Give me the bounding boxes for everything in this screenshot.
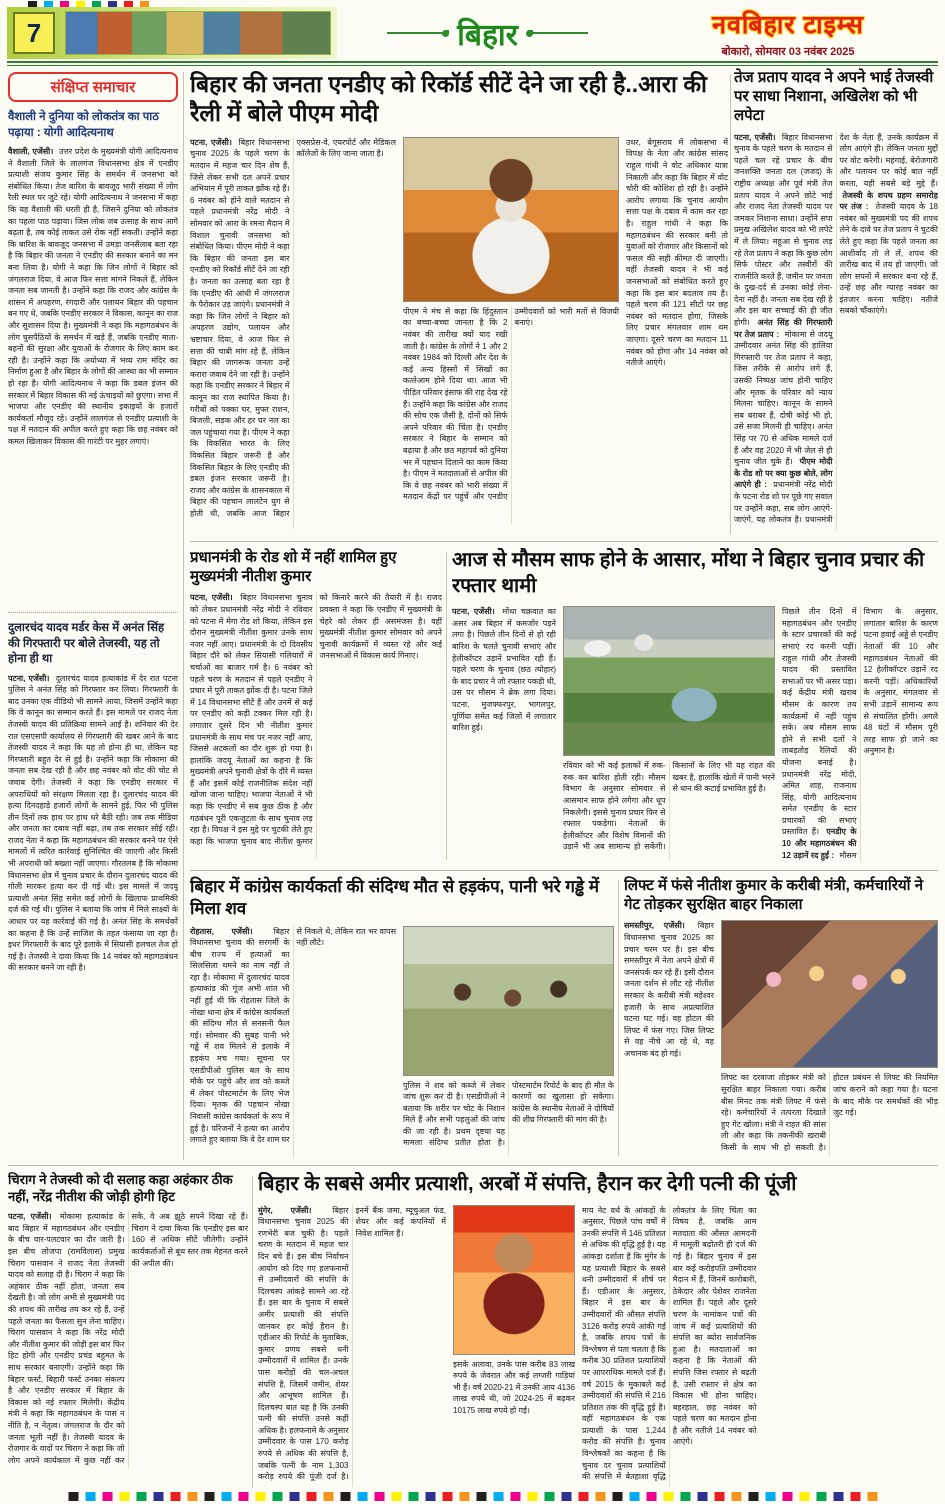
roadshow-story: [190, 548, 442, 866]
weather-subhead-flights: एनडीए के 10 और महागठबंधन की 12 उड़ानें रद हुईं :: [782, 827, 857, 860]
band1-divider: [190, 541, 938, 542]
chirag-byline: पटना, एजेंसी।: [8, 1212, 52, 1222]
richest-byline: मुंगेर, एजेंसी।: [258, 1205, 312, 1215]
tej-pratap-text-3: प्रधानमंत्री नरेंद्र मोदी के पटना रोड शो पर पूछे गए सवाल पर उन्होंने कहा, सब लोग आएंगे-जाएंगे, यह लोकतंत्र है। प्रधानमंत्री देश के नेता हैं, उनके कार्यक्रम में लोग आएंगे ही। लेकिन जनता मुद्दों पर वोट करेगी। महंगाई, बेरोजगारी और पलायन पर कोई बात नहीं करता, यही सबसे बड़े मुद्दे हैं।: [734, 132, 938, 525]
lead-photo-block: [403, 137, 619, 529]
flourish-right-icon: [528, 32, 588, 34]
brief-story2-byline: पटना, एजेंसी।: [8, 673, 50, 683]
lift-byline: समस्तीपुर, एजेंसी।: [624, 921, 685, 931]
roadshow-text: बिहार विधानसभा चुनाव को लेकर प्रधानमंत्री नरेंद्र मोदी ने रविवार को पटना में मेगा रोड शो किया, लेकिन इस दौरान मुख्यमंत्री नीतीश कुमार उनके साथ नजर नहीं आए। प्रधानमंत्री के दो दिवसीय बिहार दौरे को लेकर सियासी गलियारों में चर्चाओं का बाजार गर्म है। 6 नवंबर को पहले चरण के मतदान से पहले एनडीए ने प्रचार में पूरी ताकत झोंक दी है। पटना जिले में 14 विधानसभा सीटें हैं और उनमें से कई पर एनडीए को कड़ी टक्कर मिल रही है। लगातार दूसरे दिन भी नीतीश कुमार प्रधानमंत्री के साथ मंच पर नजर नहीं आए, जिससे अटकलों का दौर शुरू हो गया है। हालांकि जदयू नेताओं का कहना है कि मुख्यमंत्री अपने चुनावी क्षेत्रों के दौरे में व्यस्त हैं और इसमें कोई राजनीतिक संदेश नहीं खोजा जाना चाहिए। भाजपा नेताओं ने भी कहा कि एनडीए में सब कुछ ठीक है और गठबंधन पूरी एकजुटता के साथ चुनाव लड़ रहा है। विपक्ष ने इस मुद्दे पर चुटकी लेते हुए कहा कि भाजपा चुनाव बाद नीतीश कुमार को किनारे करने की तैयारी में है। राजद प्रवक्ता ने कहा कि एनडीए में मुख्यमंत्री के चेहरे को लेकर ही असमंजस है। वहीं मुख्यमंत्री नीतीश कुमार सोमवार को अपने चुनावी कार्यक्रमों में व्यस्त रहे और कई जनसभाओं में विकास कार्य गिनाए।: [190, 593, 442, 846]
minister-lift-rescue-photo: [721, 920, 938, 1068]
tej-pratap-text-1: बिहार विधानसभा चुनाव के पहले चरण के मतदान से पहले चल रहे प्रचार के बीच जनशक्ति जनता दल (जजद) के राष्ट्रीय अध्यक्ष और पूर्व मंत्री तेज प्रताप यादव ने अपने छोटे भाई और राजद नेता तेजस्वी यादव पर जमकर निशाना साधा। उन्होंने सपा प्रमुख अखिलेश यादव को भी लपेटे में ले लिया। महुआ से चुनाव लड़ रहे तेज प्रताप ने कहा कि कुछ लोग सिर्फ पोस्टर और तस्वीरों की राजनीति करते हैं, जमीन पर जनता के दुख-दर्द से उनका कोई लेना-देना नहीं है। जनता सब देख रही है और इस बार सच्चाई की ही जीत होगी।: [734, 132, 833, 328]
lead-headline: बिहार की जनता एनडीए को रिकॉर्ड सीटें देने जा रही है..आरा की रैली में बोले पीएम मोदी: [190, 71, 708, 127]
lead-body-left-columns: [190, 137, 396, 529]
lift-body-mid-columns: [721, 1072, 938, 1156]
weather-story: [452, 548, 938, 866]
congress-byline: रोहतास, एजेंसी।: [190, 926, 253, 936]
header-section-block: [337, 13, 638, 54]
lift-text-2: लिफ्ट का दरवाजा तोड़कर मंत्री को सुरक्षित बाहर निकाला गया। करीब बीस मिनट तक मंत्री लिफ्ट में फंसे रहे। कर्मचारियों ने तत्परता दिखाते हुए गेट खोला। मंत्री ने राहत की सांस ली और कहा कि तकनीकी खराबी किसी के साथ भी हो सकती है। होटल प्रबंधन से लिफ्ट की नियमित जांच कराने को कहा गया है। घटना के बाद मौके पर समर्थकों की भीड़ जुट गई।: [721, 1073, 938, 1152]
sidebar-column-rule: [183, 72, 184, 1160]
congress-text-2: पुलिस ने शव को कब्जे में लेकर जांच शुरू कर दी है। एसडीपीओ ने बताया कि शरीर पर चोट के निशान मिले हैं और सभी पहलुओं की जांच की जा रही है। प्रथम दृष्टया यह मामला संदिग्ध प्रतीत होता है। पोस्टमार्टम रिपोर्ट के बाद ही मौत के कारणों का खुलासा हो सकेगा। कांग्रेस के स्थानीय नेताओं ने दोषियों की शीघ्र गिरफ्तारी की मांग की है।: [403, 1080, 614, 1148]
weather-body-mid-columns: [563, 760, 775, 860]
chirag-text: मोकामा हत्याकांड के बाद बिहार में महागठबंधन और एनडीए के बीच वार-पलटवार का दौर जारी है। इस बीच लोजपा (रामविलास) प्रमुख चिराग पासवान ने राजद नेता तेजस्वी यादव को सलाह दी है। चिराग ने कहा कि अहंकार ठीक नहीं होता, जनता सब देखती है। जो लोग अभी से मुख्यमंत्री पद की शपथ की तारीख तय कर रहे हैं, उन्हें पहले जनता का फैसला सुन लेना चाहिए। चिराग पासवान ने कहा कि नरेंद्र मोदी और नीतीश कुमार की जोड़ी इस बार फिर हिट होगी और एनडीए प्रचंड बहुमत के साथ सरकार बनाएगी। उन्होंने कहा कि बिहार फर्स्ट, बिहारी फर्स्ट उनका संकल्प है और एनडीए सरकार में बिहार के विकास को नई रफ्तार मिलेगी। केंद्रीय मंत्री ने कहा कि महागठबंधन के पास न नीति है, न नेतृत्व। जंगलराज के दौर को जनता भूली नहीं है। तेजस्वी यादव के रोजगार के वादों पर चिराग ने कहा कि जो लोग अपने कार्यकाल में कुछ नहीं कर सके, वे अब झूठे सपने दिखा रहे हैं। चिराग ने दावा किया कि एनडीए इस बार 160 से अधिक सीटें जीतेगी। उन्होंने कार्यकर्ताओं से बूथ स्तर तक मेहनत करने की अपील की।: [8, 1212, 248, 1465]
weather-text-3: पिछले तीन दिनों में महागठबंधन और एनडीए के स्टार प्रचारकों की कई सभाएं रद करनी पड़ीं। राहुल गांधी और तेजस्वी यादव की प्रस्तावित सभाओं पर भी असर पड़ा। कई केंद्रीय मंत्री खराब मौसम के कारण तय कार्यक्रमों में नहीं पहुंच सके। अब मौसम साफ होने से सभी दलों ने ताबड़तोड़ रैलियों की योजना बनाई है। प्रधानमंत्री नरेंद्र मोदी, अमित शाह, राजनाथ सिंह, योगी आदित्यनाथ समेत एनडीए के स्टार प्रचारकों की सभाएं प्रस्तावित हैं।: [782, 607, 857, 837]
band2-divider: [190, 870, 938, 871]
brief-story1-body: [8, 146, 178, 604]
weather-text-4: मौसम विभाग के अनुसार, लगातार बारिश के कारण पटना हवाई अड्डे से एनडीए नेताओं की 10 और महागठबंधन नेताओं की 12 हेलीकॉप्टर उड़ानें रद करनी पड़ीं। अधिकारियों के अनुसार, मंगलवार से सभी उड़ानें सामान्य रूप से संचालित होंगी। अगले 48 घंटों में मौसम पूरी तरह साफ हो जाने का अनुमान है।: [839, 607, 938, 860]
tej-pratap-subhead-3: तेजस्वी के शपथ ग्रहण समारोह पर तंज :: [839, 190, 938, 212]
weather-byline: पटना, एजेंसी।: [452, 607, 495, 617]
richest-body-mid-column: [453, 1359, 575, 1485]
tej-pratap-body: [734, 132, 938, 530]
lift-rescue-story: [624, 876, 938, 1162]
header-left-panel: [7, 7, 337, 59]
richest-text-3: माय नेट वर्थ के आंकड़ों के अनुसार, पिछले पांच वर्षों में उनकी संपत्ति में 146 प्रतिशत से अधिक की वृद्धि हुई है। यह आंकड़ा दर्शाता है कि मुंगेर के यह प्रत्याशी बिहार के सबसे धनी उम्मीदवारों में शीर्ष पर हैं। एडीआर के अनुसार, बिहार में इस बार के उम्मीदवारों की औसत संपत्ति 3126 करोड़ रुपये आंकी गई है, जबकि शपथ पत्रों के विश्लेषण से पता चलता है कि करीब 30 प्रतिशत प्रत्याशियों पर आपराधिक मामले दर्ज हैं। वर्ष 2015 के मुकाबले कई उम्मीदवारों की संपत्ति में 216 प्रतिशत तक की वृद्धि हुई है। वहीं महागठबंधन के एक प्रत्याशी के पास 1,244 करोड़ की संपत्ति है। चुनाव विश्लेषकों का कहना है कि चुनाव दर चुनाव प्रत्याशियों की संपत्ति में बेतहाशा वृद्धि लोकतंत्र के लिए चिंता का विषय है, जबकि आम मतदाता की औसत आमदनी में मामूली बढ़ोतरी ही दर्ज की गई है। बिहार चुनाव में इस बार कई करोड़पति उम्मीदवार मैदान में हैं, जिनमें कारोबारी, ठेकेदार और पेशेवर राजनेता शामिल हैं। पहले और दूसरे चरण के नामांकन पत्रों की जांच में कई प्रत्याशियों की संपत्ति का ब्योरा सार्वजनिक हुआ है। मतदाताओं का कहना है कि नेताओं की संपत्ति जिस रफ्तार से बढ़ती है, उसी रफ्तार से क्षेत्र का विकास भी होना चाहिए। बहरहाल, छह नवंबर को पहले चरण का मतदान होना है और नतीजे 14 नवंबर को आएंगे।: [582, 1205, 757, 1482]
congress-body-left-columns: [190, 926, 396, 1158]
header-divider: [7, 61, 938, 66]
richest-text-1: बिहार विधानसभा चुनाव 2025 की रणभेरी बज चुकी है। पहले चरण के मतदान में महज चार दिन बचे हैं। इस बीच निर्वाचन आयोग को दिए गए हलफनामों से उम्मीदवारों की संपत्ति के दिलचस्प आंकड़े सामने आ रहे हैं। इस बार के चुनाव में सबसे अमीर प्रत्याशी की संपत्ति जानकर हर कोई हैरान है। एडीआर की रिपोर्ट के मुताबिक, कुमार प्रणय सबसे धनी उम्मीदवारों में शामिल हैं। उनके पास करोड़ों की चल-अचल संपत्ति है, जिसमें जमीन, शेयर और आभूषण शामिल हैं। दिलचस्प बात यह है कि उनकी पत्नी की संपत्ति उनसे कहीं अधिक है। हलफनामे के अनुसार उम्मीदवार के पास 170 करोड़ रुपये से अधिक की संपत्ति है, जबकि पत्नी के नाम 1,303 करोड़ रुपये की पूंजी दर्ज है। इनमें बैंक जमा, म्यूचुअल फंड, शेयर और कई कंपनियों में निवेश शामिल हैं।: [258, 1205, 446, 1482]
weather-text-1: मोंथा चक्रवात का असर अब बिहार में कमजोर पड़ने लगा है। पिछले तीन दिनों से हो रही बारिश के चलते चुनावी सभाएं और हेलीकॉप्टर उड़ानें प्रभावित रही हैं। पहले चरण के चुनाव (छठ त्योहार) के बाद प्रचार ने जो रफ्तार पकड़ी थी, उस पर मौसम ने ब्रेक लगा दिया। पटना, मुजफ्फरपुर, भागलपुर, पूर्णिया समेत कई जिलों में लगातार बारिश हुई।: [452, 607, 556, 733]
band3-divider: [8, 1165, 938, 1166]
congress-body: [190, 926, 614, 1158]
richest-text-2: इसके अलावा, उनके पास करीब 83 लाख रुपये के जेवरात और कई लग्जरी गाड़ियां भी हैं। वर्ष 2020-21 में उनकी आय 4136 लाख रुपये थी, जो 2024-25 में बढ़कर 10175 लाख रुपये हो गई।: [453, 1359, 575, 1415]
brief-story2-body: [8, 673, 178, 1125]
page-header: [7, 7, 938, 59]
chirag-headline: चिराग ने तेजस्वी को दी सलाह कहा अहंकार ठीक नहीं, नरेंद्र नीतीश की जोड़ी होगी हिट: [8, 1172, 233, 1204]
brief-news-sidebar: [8, 72, 178, 1162]
richest-candidate-photo: [453, 1205, 575, 1355]
tej-pratap-story: [734, 68, 938, 536]
tej-pratap-headline: तेज प्रताप यादव ने अपने भाई तेजस्वी पर साधा निशाना, अखिलेश को भी लपेटा: [734, 69, 934, 125]
brief-news-box-title: संक्षिप्त समाचार: [8, 72, 178, 102]
weather-photo-block: [563, 606, 775, 862]
lead-body-text-3: उधर, बेगूसराय में लोकसभा में विपक्ष के नेता और कांग्रेस सांसद राहुल गांधी ने वोट अधिकार यात्रा निकाली और कहा कि बिहार में वोट चोरी की कोशिश हो रही है। उन्होंने आरोप लगाया कि चुनाव आयोग सत्ता पक्ष के दबाव में काम कर रहा है। राहुल गांधी ने कहा कि महागठबंधन की सरकार बनी तो युवाओं को रोजगार और किसानों को फसल की सही कीमत दी जाएगी। वहीं तेजस्वी यादव ने भी कई जनसभाओं को संबोधित करते हुए कहा कि इस बार बदलाव तय है। पहले चरण की 121 सीटों पर छह नवंबर को मतदान होगा, जिसके लिए प्रचार मंगलवार शाम थम जाएगा। दूसरे चरण का मतदान 11 नवंबर को होगा और 14 नवंबर को नतीजे आएंगे।: [626, 137, 728, 368]
print-registration-marks-bottom: [68, 1492, 877, 1501]
chirag-body: [8, 1211, 248, 1469]
lift-headline: लिफ्ट में फंसे नीतीश कुमार के करीबी मंत्री, कर्मचारियों ने गेट तोड़कर सुरक्षित बाहर निकाला: [624, 877, 924, 914]
tej-pratap-text-2: मोकामा से जदयू उम्मीदवार अनंत सिंह की हालिया गिरफ्तारी पर तेज प्रताप ने कहा, जिस तरीके से आरोप लगे हैं, उसकी निष्पक्ष जांच होनी चाहिए और मृतक के परिवार को न्याय मिलना चाहिए। कानून के सामने सब बराबर हैं, दोषी कोई भी हो, उसे सजा मिलनी ही चाहिए। अनंत सिंह पर 70 से अधिक मामले दर्ज हैं और वह 2020 में भी जेल से ही चुनाव जीत चुके हैं।: [734, 329, 833, 467]
richest-body: [258, 1205, 938, 1487]
lift-body: [624, 920, 938, 1158]
tej-pratap-subhead-1: अनंत सिंह की गिरफ्तारी पर तेज प्रताप :: [734, 318, 833, 339]
brief-story2-text: दुलारचंद यादव हत्याकांड में देर रात पटना पुलिस ने अनंत सिंह को गिरफ्तार कर लिया। गिरफ्तारी के बाद उनका एक वीडियो भी सामने आया, जिसमें उन्होंने कहा कि वे कानून का सम्मान करते हैं। इस मामले पर राजद नेता तेजस्वी यादव की प्रतिक्रिया सामने आई है। शनिवार की देर रात एसएसपी कार्यालय से गिरफ्तारी की खबर आने के बाद तेजस्वी यादव ने कहा कि यह तो होना ही था, लेकिन यह गिरफ्तारी बहुत देर से हुई है। उन्होंने कहा कि मोकामा की जनता सब देख रही है और छह नवंबर को वोट की चोट से जवाब देगी। तेजस्वी ने कहा कि एनडीए सरकार में अपराधियों को संरक्षण मिलता रहा है। दुलारचंद यादव की हत्या दिनदहाड़े हजारों लोगों के सामने हुई, फिर भी पुलिस तीन दिनों तक हाथ पर हाथ धरे बैठी रही। जब तक मीडिया और जनता का दबाव नहीं बढ़ा, तब तक सरकार सोई रही। राजद नेता ने कहा कि महागठबंधन की सरकार बनने पर ऐसे मामलों में त्वरित कार्रवाई सुनिश्चित की जाएगी और किसी भी अपराधी को बख्शा नहीं जाएगा। गौरतलब है कि मोकामा विधानसभा क्षेत्र में चुनाव प्रचार के दौरान दुलारचंद यादव की गोली मारकर हत्या कर दी गई थी। इस मामले में जदयू प्रत्याशी अनंत सिंह समेत कई लोगों के खिलाफ प्राथमिकी दर्ज की गई थी। पुलिस ने बताया कि जांच में मिले साक्ष्यों के आधार पर यह कार्रवाई की गई है। अनंत सिंह के समर्थकों का कहना है कि उन्हें साजिश के तहत फंसाया जा रहा है। इधर गिरफ्तारी के बाद पूरे इलाके में सियासी हलचल तेज हो गई है। तेजस्वी ने दावा किया कि 14 नवंबर को महागठबंधन की सरकार बनने जा रही है।: [8, 673, 178, 973]
brief-story1-text: उत्तर प्रदेश के मुख्यमंत्री योगी आदित्यनाथ ने वैशाली जिले के लालगंज विधानसभा क्षेत्र में एनडीए प्रत्याशी संजय कुमार सिंह के समर्थन में जनसभा को संबोधित किया। तेज बारिश के बावजूद भारी संख्या में लोग रैली स्थल पर जुटे रहे। योगी आदित्यनाथ ने जनसभा में कहा कि यह वैशाली की धरती ही है, जिसने दुनिया को लोकतंत्र का पहला पाठ पढ़ाया। जिस लोक जब उत्साह के साथ आगे बढ़ता है, तब कोई ताकत उसे रोक नहीं सकती। उन्होंने कहा कि बारिश के बावजूद जनसभा में उमड़ा जनसैलाब बता रहा है कि बिहार की जनता ने एनडीए की सरकार बनाने का मन बना लिया है। योगी ने कहा कि जिन लोगों ने बिहार को जंगलराज दिया, वे आज फिर सत्ता मांगने निकले हैं, लेकिन जनता सब जानती है। उन्होंने कहा कि राजद और कांग्रेस के शासन में अपहरण, रंगदारी और पलायन बिहार की पहचान बन गए थे, जबकि एनडीए सरकार ने विकास, कानून का राज और सुशासन दिया है। मुख्यमंत्री ने कहा कि महागठबंधन के लोग घुसपैठियों के समर्थन में खड़े हैं, जबकि एनडीए माता-बहनों की सुरक्षा और युवाओं के रोजगार के लिए काम कर रही है। उन्होंने कहा कि अयोध्या में भव्य राम मंदिर का निर्माण हुआ है और बिहार के लोगों की आस्था का भी सम्मान हो रहा है। योगी आदित्यनाथ ने कहा कि डबल इंजन की सरकार में बिहार विकास की नई ऊंचाइयों को छुएगा। सभा में भाजपा और एनडीए की स्थानीय इकाइयों के हजारों कार्यकर्ता मौजूद रहे। उन्होंने लालगंज से एनडीए प्रत्याशी के पक्ष में मतदान की अपील करते हुए कहा कि छह नवंबर को कमल खिलाकर विकास की गारंटी पर मुहर लगाएं।: [8, 147, 178, 446]
lift-text-1: बिहार विधानसभा चुनाव 2025 का प्रचार चरम पर है। इस बीच समस्तीपुर में नेता अपने क्षेत्रों में जनसंपर्क कर रहे हैं। इसी दौरान जनता दर्शन से लौट रहे नीतीश सरकार के करीबी मंत्री महेश्वर हजारी के साथ अप्रत्याशित घटना घट गई। वह होटल की लिफ्ट में फंस गए। जिस लिफ्ट से वह नीचे आ रहे थे, वह अचानक बंद हो गई।: [624, 921, 714, 1058]
lead-body-right-column: [626, 137, 728, 529]
congress-body-mid-columns: [403, 1080, 614, 1156]
congress-photo-block: [403, 926, 614, 1158]
chirag-richest-rule: [252, 1176, 253, 1488]
weather-headline: आज से मौसम साफ होने के आसार, मोंथा ने बिहार चुनाव प्रचार की रफ्तार थामी: [452, 549, 925, 597]
tej-pratap-text-4: तेजस्वी यादव के 18 नवंबर को मुख्यमंत्री पद की शपथ लेने के दावे पर तेज प्रताप ने चुटकी लेते हुए कहा कि पहले जनता का आशीर्वाद तो ले लें, शपथ की तारीख बाद में तय हो जाएगी। जो लोग सपनों में सरकार बना रहे हैं, उन्हें छह और ग्यारह नवंबर का इंतजार करना चाहिए। नतीजे सबको चौंकाएंगे।: [839, 202, 938, 316]
lead-body-text-1: बिहार विधानसभा चुनाव 2025 के पहले चरण के मतदान में महज चार दिन शेष हैं, जिसे लेकर सभी दल अपने प्रचार अभियान में पूरी ताकत झोंक रहे हैं। 6 नवंबर को होने वाले मतदान से पहले प्रधानमंत्री नरेंद्र मोदी ने सोमवार को आरा के रमना मैदान में विशाल चुनावी जनसभा को संबोधित किया। पीएम मोदी ने कहा कि बिहार की जनता इस बार एनडीए को रिकॉर्ड सीटें देने जा रही है। जनता का उत्साह बता रहा है कि एनडीए की आंधी में जंगलराज के पैरोकार उड़ जाएंगे। प्रधानमंत्री ने कहा कि जिन लोगों ने बिहार को अपहरण उद्योग, पलायन और भ्रष्टाचार दिया, वे आज फिर से सत्ता की चाबी मांग रहे हैं, लेकिन बिहार की जागरूक जनता उन्हें करारा जवाब देने जा रही है। उन्होंने कहा कि एनडीए सरकार ने बिहार में कानून का राज स्थापित किया है। गरीबों को पक्का घर, मुफ्त राशन, बिजली, सड़क और हर घर नल का जल पहुंचाया गया है। पीएम ने कहा कि विकसित भारत के लिए विकसित बिहार जरूरी है और विकसित बिहार के लिए एनडीए की डबल इंजन सरकार जरूरी है। राजद और कांग्रेस के शासनकाल में बिहार की पहचान लालटेन युग से होती थी, जबकि आज बिहार एक्सप्रेस-वे, एयरपोर्ट और मेडिकल कॉलेजों के लिए जाना जाता है।: [190, 137, 396, 518]
lift-photo-block: [721, 920, 938, 1158]
weather-text-2: रविवार को भी कई इलाकों में रुक-रुक कर बारिश होती रही। मौसम विभाग के अनुसार सोमवार से आसमान साफ होने लगेगा और धूप निकलेगी। इससे चुनाव प्रचार फिर से रफ्तार पकड़ेगा। नेताओं के हेलीकॉप्टर और विशेष विमानों की उड़ानें भी अब सामान्य हो सकेंगी। किसानों के लिए भी यह राहत की खबर है, हालांकि खेतों में पानी भरने से धान की कटाई प्रभावित हुई है।: [563, 761, 775, 852]
roadshow-body: [190, 592, 442, 858]
congress-text-1: बिहार विधानसभा चुनाव की सरगर्मी के बीच राज्य में हत्याओं का सिलसिला थमने का नाम नहीं ले रहा है। मोकामा में दुलारचंद यादव हत्याकांड की गूंज अभी शांत भी नहीं हुई थी कि रोहतास जिले के नोखा थाना क्षेत्र में कांग्रेस कार्यकर्ता की संदिग्ध मौत से सनसनी फैल गई। सोमवार की सुबह पानी भरे गड्ढे में शव मिलने से इलाके में हड़कंप मच गया। सूचना पर एसडीपीओ पुलिस बल के साथ मौके पर पहुंचे और शव को कब्जे में लेकर पोस्टमार्टम के लिए भेज दिया। मृतक की पहचान नोखा निवासी कांग्रेस कार्यकर्ता के रूप में हुई है। परिजनों ने हत्या का आरोप लगाते हुए बताया कि वे देर शाम घर से निकले थे, लेकिन रात भर वापस नहीं लौटे।: [190, 926, 396, 1145]
city-collage-image: [65, 11, 331, 55]
congress-lift-rule: [618, 880, 619, 1156]
edition-dateline: बोकारो, सोमवार 03 नवंबर 2025: [721, 46, 855, 58]
lead-story: [190, 70, 728, 536]
flourish-left-icon: [387, 32, 447, 34]
masthead-title: नवबिहार टाइम्स: [712, 11, 864, 39]
pm-modi-photo: [403, 137, 619, 302]
tej-pratap-byline: पटना, एजेंसी।: [734, 132, 776, 142]
brief-story1-headline: वैशाली ने दुनिया को लोकतंत्र का पाठ पढ़ाया : योगी आदित्यनाथ: [8, 111, 159, 139]
roadshow-byline: पटना, एजेंसी।: [190, 593, 233, 603]
richest-body-left-columns: [258, 1205, 446, 1487]
page-number: 7: [13, 12, 55, 54]
richest-photo-block: [453, 1205, 575, 1487]
tej-pratap-subhead-2: पीएम मोदी के रोड शो पर क्या कुछ बोले, लोग आएंगे ही :: [734, 457, 833, 490]
chirag-story: [8, 1172, 248, 1494]
roadshow-weather-rule: [446, 552, 447, 860]
lift-body-left-column: [624, 920, 714, 1158]
lead-body-mid-columns: [403, 306, 619, 524]
weather-body-left-column: [452, 606, 556, 862]
brief-story2-headline: दुलारचंद यादव मर्डर केस में अनंत सिंह की गिरफ्तारी पर बोले तेजस्वी, यह तो होना ही था: [8, 612, 178, 668]
richest-headline: बिहार के सबसे अमीर प्रत्याशी, अरबों में संपत्ति, हैरान कर देगी पत्नी की पूंजी: [258, 1173, 797, 1195]
waterlogged-ground-photo: [563, 606, 775, 756]
body-recovery-site-photo: [403, 926, 614, 1076]
congress-worker-story: [190, 876, 614, 1162]
lead-body-text-2: पीएम ने मंच से कहा कि हिंदुस्तान का बच्चा-बच्चा जानता है कि 2 नवंबर की तारीख क्यों याद रखी जाती है। कांग्रेस के लोगों ने 1 और 2 नवंबर 1984 को दिल्ली और देश के कई अन्य हिस्सों में सिखों का कत्लेआम होने दिया था। आज भी पीड़ित परिवार इंसाफ की राह देख रहे हैं। उन्होंने कहा कि कांग्रेस और राजद की सोच एक जैसी है, दोनों को सिर्फ अपने परिवार की चिंता है। एनडीए सरकार ने बिहार के सम्मान को बढ़ाया है और छठ महापर्व को दुनिया भर में पहचान दिलाने का काम किया है। पीएम ने मतदाताओं से अपील की कि वे छह नवंबर को भारी संख्या में मतदान केंद्रों पर पहुंचें और एनडीए उम्मीदवारों को भारी मतों से विजयी बनाएं।: [403, 306, 619, 502]
congress-headline: बिहार में कांग्रेस कार्यकर्ता की संदिग्ध मौत से हड़कंप, पानी भरे गड्ढे में मिला शव: [190, 877, 600, 918]
brief-story1-byline: वैशाली, एजेंसी।: [8, 147, 54, 157]
weather-body-right-columns: [782, 606, 938, 862]
richest-body-right-columns: [582, 1205, 938, 1487]
lead-byline: पटना, एजेंसी।: [190, 137, 232, 147]
richest-candidate-story: [258, 1172, 938, 1494]
lead-body: [190, 137, 728, 529]
tej-column-rule: [730, 74, 731, 534]
roadshow-headline: प्रधानमंत्री के रोड शो में नहीं शामिल हुए मुख्यमंत्री नीतीश कुमार: [190, 549, 397, 586]
masthead-block: [638, 7, 938, 59]
section-title: बिहार: [457, 18, 518, 52]
weather-body: [452, 606, 938, 862]
